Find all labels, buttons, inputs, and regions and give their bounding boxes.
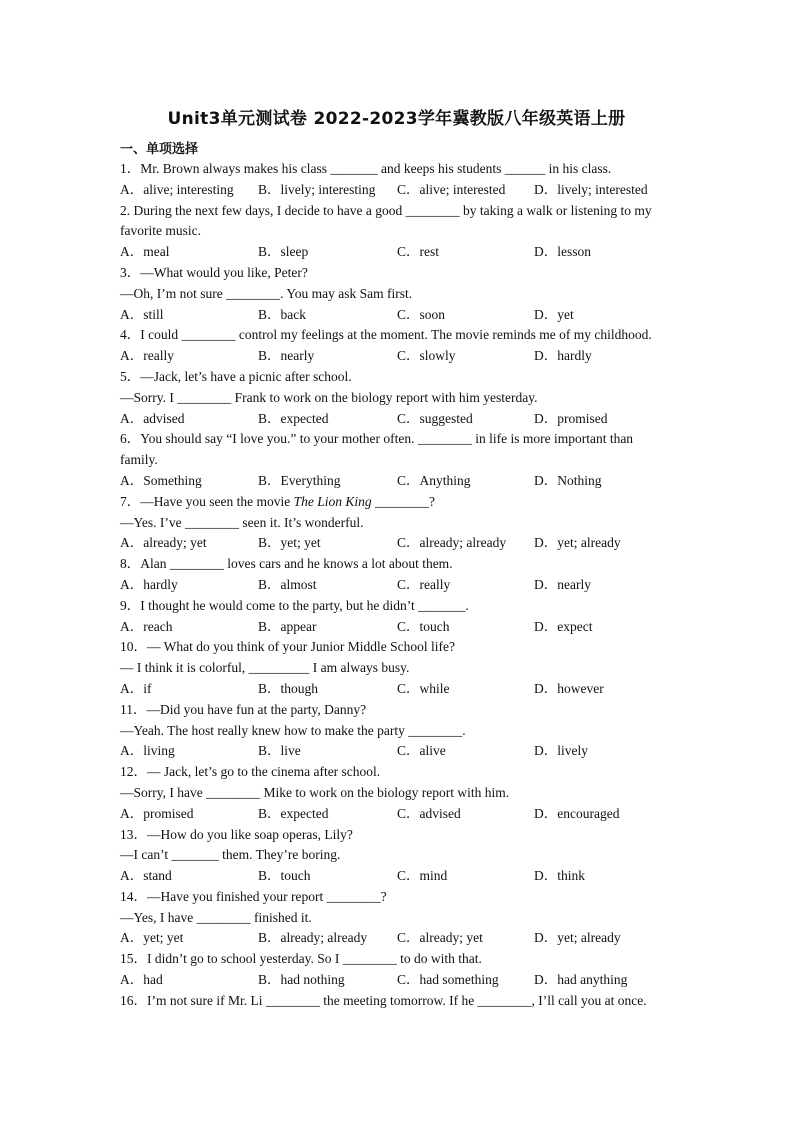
question-text-line: —Sorry, I have ________ Mike to work on the biology report with him. — [120, 784, 510, 800]
option-c: C．Anything — [397, 472, 471, 488]
option-d: D．expect — [534, 618, 593, 634]
question-stem: 7．—Have you seen the movie — [120, 493, 294, 509]
option-a: A．if — [120, 680, 152, 696]
option-d: D．Nothing — [534, 472, 602, 488]
question-text-line: —Oh, I’m not sure ________. You may ask Sam first. — [120, 285, 413, 301]
option-a: A．already; yet — [120, 535, 207, 551]
question-text-line: 15．I didn’t go to school yesterday. So I ________ to do with that. — [120, 951, 482, 967]
answer-options — [120, 741, 680, 762]
option-d: D．had anything — [534, 972, 628, 988]
option-a: A．advised — [120, 410, 185, 426]
option-b: B．Everything — [258, 472, 341, 488]
option-b: B．sleep — [258, 244, 309, 260]
question-text-line: 10．— What do you think of your Junior Middle School life? — [120, 639, 455, 655]
question-2 — [120, 201, 680, 263]
question-8 — [120, 554, 680, 596]
option-d: D．yet; already — [534, 930, 621, 946]
question-7 — [120, 492, 680, 554]
option-a: A．had — [120, 972, 163, 988]
option-a: A．meal — [120, 244, 170, 260]
option-c: C．slowly — [397, 348, 456, 364]
option-c: C．suggested — [397, 410, 473, 426]
option-c: C．alive; interested — [397, 181, 506, 197]
question-14 — [120, 887, 680, 949]
question-text-line: 1．Mr. Brown always makes his class _______ and keeps his students ______ in his class. — [120, 161, 612, 176]
option-b: B．lively; interesting — [258, 181, 376, 197]
question-12 — [120, 762, 680, 824]
question-text-line: 8．Alan ________ loves cars and he knows a lot about them. — [120, 556, 453, 572]
option-d: D．however — [534, 680, 604, 696]
option-a: A．living — [120, 743, 175, 759]
answer-options — [120, 346, 680, 367]
option-d: D．lesson — [534, 244, 591, 260]
answer-options — [120, 617, 680, 638]
question-3 — [120, 263, 680, 325]
question-text-line: 9．I thought he would come to the party, but he didn’t _______. — [120, 597, 469, 613]
answer-options — [120, 533, 680, 554]
option-b: B．almost — [258, 576, 317, 592]
option-d: D．yet; already — [534, 535, 621, 551]
exam-title: Unit3单元测试卷 2022-2023学年冀教版八年级英语上册 — [167, 109, 626, 129]
option-a: A．alive; interesting — [120, 181, 234, 197]
question-text-line: favorite music. — [120, 223, 201, 239]
movie-title: The Lion King — [293, 493, 372, 509]
question-9 — [120, 596, 680, 638]
answer-options — [120, 866, 680, 887]
question-stem-end: ________? — [371, 493, 435, 509]
question-text-line: 11．—Did you have fun at the party, Danny? — [120, 701, 367, 717]
option-b: B．had nothing — [258, 972, 345, 988]
question-text-line: 14．—Have you finished your report ________? — [120, 888, 387, 904]
option-b: B．expected — [258, 805, 329, 821]
option-c: C．soon — [397, 306, 446, 322]
option-a: A．reach — [120, 618, 173, 634]
question-text-line: 2. During the next few days, I decide to have a good ________ by taking a walk or listening to my — [120, 202, 652, 218]
option-a: A．hardly — [120, 576, 178, 592]
question-15 — [120, 949, 680, 991]
answer-options — [120, 970, 680, 991]
question-text-line: 16．I’m not sure if Mr. Li ________ the meeting tomorrow. If he ________, I’ll call you at once. — [120, 992, 647, 1008]
option-d: D．encouraged — [534, 805, 620, 821]
option-b: B．yet; yet — [258, 535, 321, 551]
question-list — [120, 159, 680, 1012]
answer-options — [120, 242, 680, 263]
question-text-line: 4．I could ________ control my feelings at the moment. The movie reminds me of my childhood. — [120, 327, 652, 343]
option-b: B．appear — [258, 618, 317, 634]
question-13 — [120, 825, 680, 887]
option-c: C．advised — [397, 805, 461, 821]
question-text-line: —Sorry. I ________ Frank to work on the biology report with him yesterday. — [120, 389, 538, 405]
option-c: C．already; yet — [397, 930, 483, 946]
question-5 — [120, 367, 680, 429]
option-b: B．already; already — [258, 930, 368, 946]
answer-options — [120, 928, 680, 949]
answer-options — [120, 471, 680, 492]
question-text-line: 12．— Jack, let’s go to the cinema after school. — [120, 764, 381, 780]
option-b: B．expected — [258, 410, 329, 426]
question-16 — [120, 991, 680, 1012]
question-text-line: family. — [120, 452, 158, 468]
answer-options — [120, 180, 680, 201]
option-b: B．touch — [258, 868, 311, 884]
question-6 — [120, 429, 680, 491]
option-d: D．lively; interested — [534, 181, 648, 197]
question-text-line: —Yeah. The host really knew how to make the party ________. — [120, 722, 466, 738]
option-b: B．live — [258, 743, 301, 759]
option-a: A．still — [120, 306, 164, 322]
option-b: B．back — [258, 306, 306, 322]
option-d: D．nearly — [534, 576, 591, 592]
option-a: A．stand — [120, 868, 172, 884]
question-text-line: —I can’t _______ them. They’re boring. — [120, 847, 341, 863]
option-d: D．lively — [534, 743, 588, 759]
question-text-line: —Yes, I have ________ finished it. — [120, 909, 312, 925]
option-b: B．though — [258, 680, 319, 696]
question-text-line: 13．—How do you like soap operas, Lily? — [120, 826, 353, 842]
option-c: C．already; already — [397, 535, 507, 551]
option-d: D．hardly — [534, 348, 592, 364]
option-c: C．really — [397, 576, 451, 592]
option-b: B．nearly — [258, 348, 315, 364]
option-c: C．touch — [397, 618, 450, 634]
question-text-line: — I think it is colorful, _________ I am always busy. — [120, 660, 410, 676]
option-d: D．think — [534, 868, 586, 884]
answer-options — [120, 575, 680, 596]
option-c: C．mind — [397, 868, 448, 884]
section-heading: 一、单项选择 — [120, 142, 199, 157]
question-text-line — [120, 492, 680, 513]
question-text-line: —Yes. I’ve ________ seen it. It’s wonderful. — [120, 514, 364, 530]
option-d: D．promised — [534, 410, 608, 426]
option-a: A．yet; yet — [120, 930, 184, 946]
answer-options — [120, 409, 680, 430]
option-c: C．alive — [397, 743, 446, 759]
question-1 — [120, 159, 680, 201]
question-text-line: 5．—Jack, let’s have a picnic after school. — [120, 368, 352, 384]
question-11 — [120, 700, 680, 762]
option-c: C．while — [397, 680, 450, 696]
option-a: A．really — [120, 348, 174, 364]
option-d: D．yet — [534, 306, 574, 322]
option-c: C．rest — [397, 244, 439, 260]
answer-options — [120, 679, 680, 700]
question-4 — [120, 325, 680, 367]
question-10 — [120, 637, 680, 699]
answer-options — [120, 305, 680, 326]
question-text-line: 6．You should say “I love you.” to your mother often. ________ in life is more important than — [120, 431, 634, 447]
option-a: A．promised — [120, 805, 194, 821]
option-c: C．had something — [397, 972, 499, 988]
answer-options — [120, 804, 680, 825]
option-a: A．Something — [120, 472, 202, 488]
question-text-line: 3．—What would you like, Peter? — [120, 264, 308, 280]
